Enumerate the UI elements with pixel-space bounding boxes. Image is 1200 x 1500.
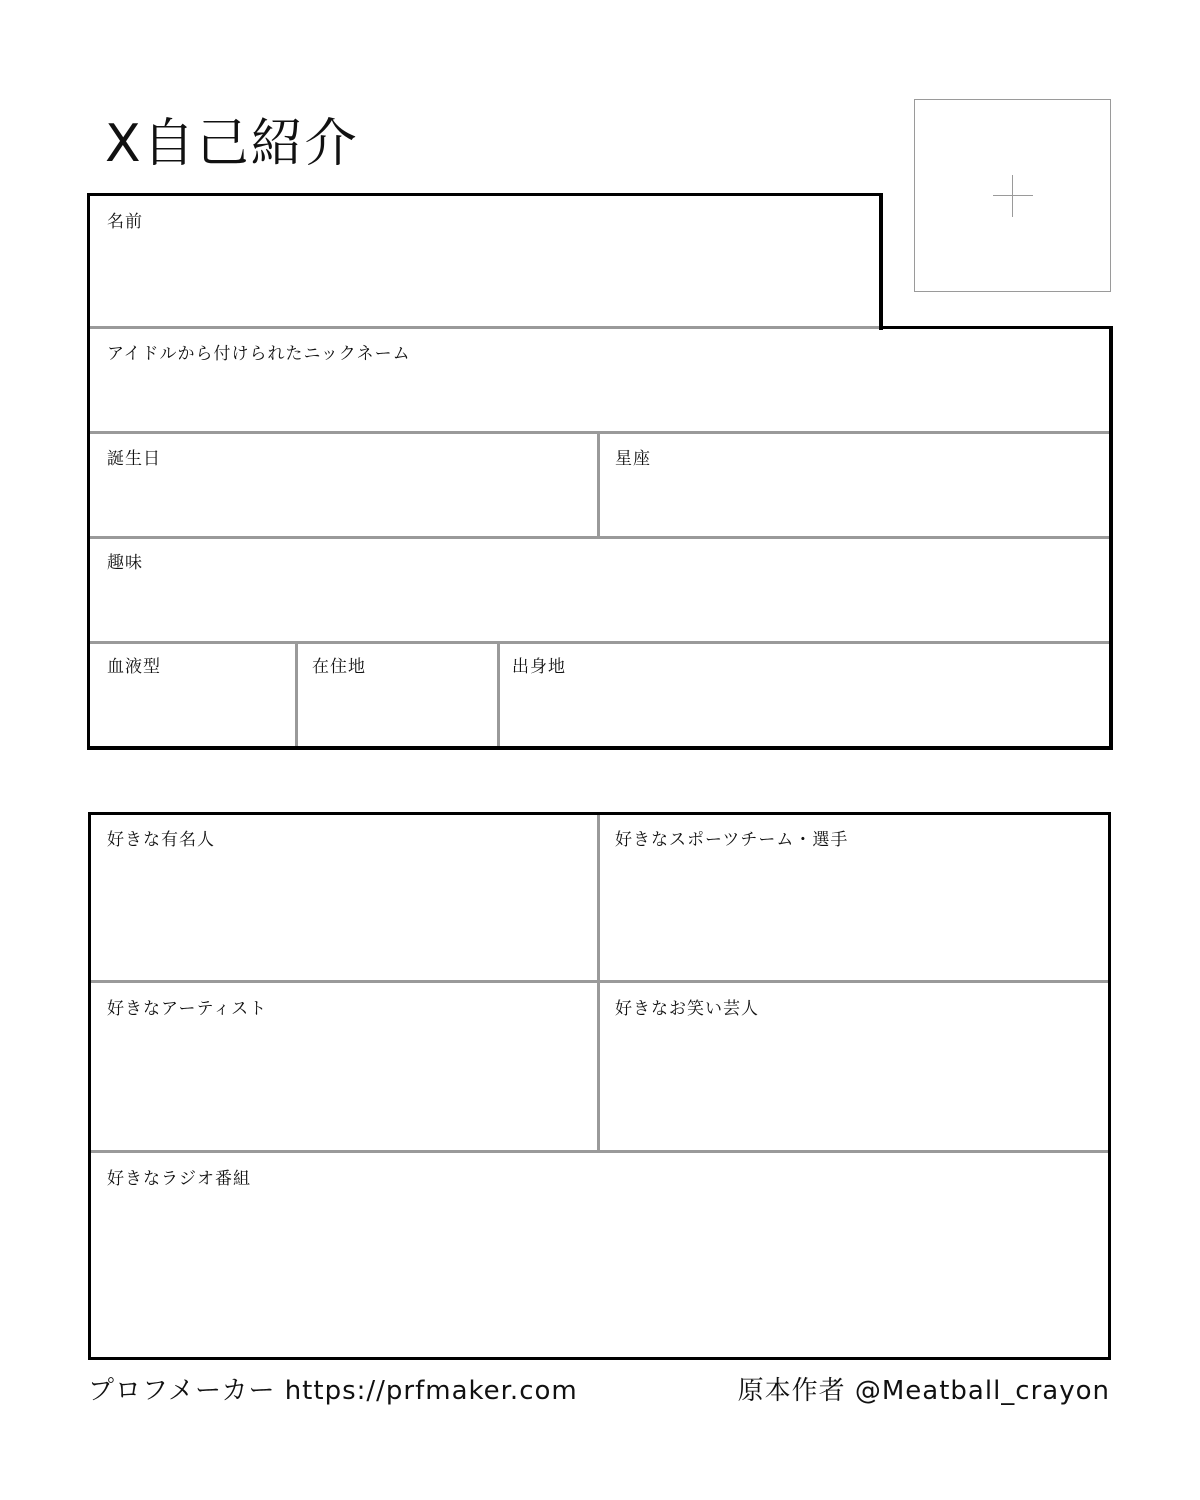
nickname-field[interactable] xyxy=(90,368,1109,430)
nickname-label: アイドルから付けられたニックネーム xyxy=(107,344,411,364)
page-title: X自己紹介 xyxy=(105,114,359,174)
fav-comedian-label: 好きなお笑い芸人 xyxy=(615,999,759,1019)
fav-radio-field[interactable] xyxy=(91,1193,1108,1357)
fav-artist-field[interactable] xyxy=(91,1023,597,1149)
fav-sports-label: 好きなスポーツチーム・選手 xyxy=(615,830,849,850)
birthday-field[interactable] xyxy=(90,472,597,535)
fav-celebrity-label: 好きな有名人 xyxy=(107,830,215,850)
blood-type-label: 血液型 xyxy=(107,657,161,677)
fav-celebrity-field[interactable] xyxy=(91,854,597,979)
zodiac-field[interactable] xyxy=(600,472,1109,535)
hometown-field[interactable] xyxy=(500,681,1109,745)
fav-radio-label: 好きなラジオ番組 xyxy=(107,1169,251,1189)
birthday-label: 誕生日 xyxy=(107,449,161,469)
fav-artist-label: 好きなアーティスト xyxy=(107,999,268,1019)
fav-sports-field[interactable] xyxy=(600,854,1108,979)
row-divider xyxy=(90,641,1109,644)
name-label: 名前 xyxy=(107,212,143,232)
blood-type-field[interactable] xyxy=(90,681,295,745)
name-field[interactable] xyxy=(90,236,879,324)
row-divider xyxy=(91,980,1108,983)
hobby-field[interactable] xyxy=(90,577,1109,640)
frame-border xyxy=(87,193,883,196)
plus-icon[interactable] xyxy=(993,195,1033,196)
plus-icon[interactable] xyxy=(1012,175,1013,217)
row-divider xyxy=(91,1150,1108,1153)
frame-border xyxy=(1109,326,1113,750)
fav-comedian-field[interactable] xyxy=(600,1023,1108,1149)
hobby-label: 趣味 xyxy=(107,553,143,573)
hometown-label: 出身地 xyxy=(512,657,566,677)
residence-label: 在住地 xyxy=(312,657,366,677)
frame-border xyxy=(87,746,1113,750)
footer-maker-credit: プロフメーカー https://prfmaker.com xyxy=(88,1376,578,1406)
row-divider xyxy=(90,326,879,329)
frame-border xyxy=(879,326,1113,329)
row-divider xyxy=(90,536,1109,539)
frame-border xyxy=(879,193,883,330)
residence-field[interactable] xyxy=(298,681,497,745)
zodiac-label: 星座 xyxy=(615,449,651,469)
footer-author-credit: 原本作者 @Meatball_crayon xyxy=(737,1376,1110,1406)
